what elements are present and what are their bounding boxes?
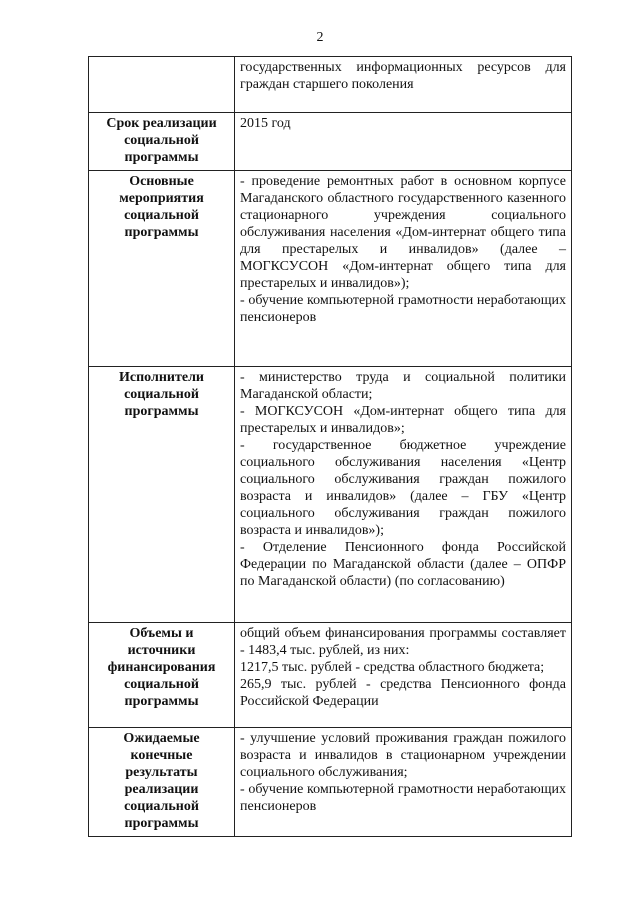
row-value-item: общий объем финансирования программы составляет - 1483,4 тыс. рублей, из них: [240, 626, 566, 658]
row-value-item: 265,9 тыс. рублей - средства Пенсионного фонда Российской Федерации [240, 677, 566, 709]
row-label [89, 57, 235, 113]
row-label: Срок реализации социальной программы [89, 113, 235, 171]
row-value-item: - МОГКСУСОН «Дом-интернат общего типа для престарелых и инвалидов»; [240, 404, 566, 436]
row-value-item: - Отделение Пенсионного фонда Российской Федерации по Магаданской области (далее – ОПФР по Магаданской области) (по согласованию) [240, 540, 566, 589]
table-row [89, 57, 572, 113]
table-row [89, 623, 572, 728]
row-label: Исполнители социальной программы [89, 367, 235, 623]
row-label: Основные мероприятия социальной программы [89, 171, 235, 367]
table-row [89, 728, 572, 837]
row-value-item: - обучение компьютерной грамотности неработающих пенсионеров [240, 782, 566, 814]
row-value-item: - проведение ремонтных работ в основном корпусе Магаданского областного государственного казенного стационарного учреждения социального обслуживания населения «Дом-интернат общего типа для престарелых и инвалидов» (далее – МОГКСУСОН «Дом-интернат общего типа для престарелых и инвалидов»); [240, 174, 566, 291]
row-value [235, 57, 572, 113]
page-number: 2 [316, 30, 324, 45]
row-label: Объемы и источники финансирования социальной программы [89, 623, 235, 728]
row-value-item: - министерство труда и социальной политики Магаданской области; [240, 370, 566, 402]
row-value [235, 367, 572, 623]
row-value-item: - обучение компьютерной грамотности неработающих пенсионеров [240, 293, 566, 325]
table-row [89, 367, 572, 623]
row-label: Ожидаемые конечные результаты реализации социальной программы [89, 728, 235, 837]
row-value [235, 113, 572, 171]
row-value [235, 728, 572, 837]
program-passport-table [88, 56, 572, 837]
row-value [235, 171, 572, 367]
row-value-item: государственных информационных ресурсов для граждан старшего поколения [240, 60, 566, 92]
row-value-item: - улучшение условий проживания граждан пожилого возраста и инвалидов в стационарном учреждении социального обслуживания; [240, 731, 566, 780]
row-value-item: 2015 год [240, 116, 291, 131]
row-value-item: 1217,5 тыс. рублей - средства областного бюджета; [240, 660, 545, 675]
row-value-item: - государственное бюджетное учреждение социального обслуживания населения «Центр социального обслуживания граждан пожилого возраста и инвалидов» (далее – ГБУ «Центр социального обслуживания граждан пожилого возраста и инвалидов»); [240, 438, 566, 538]
table-row [89, 171, 572, 367]
row-value [235, 623, 572, 728]
table-row [89, 113, 572, 171]
